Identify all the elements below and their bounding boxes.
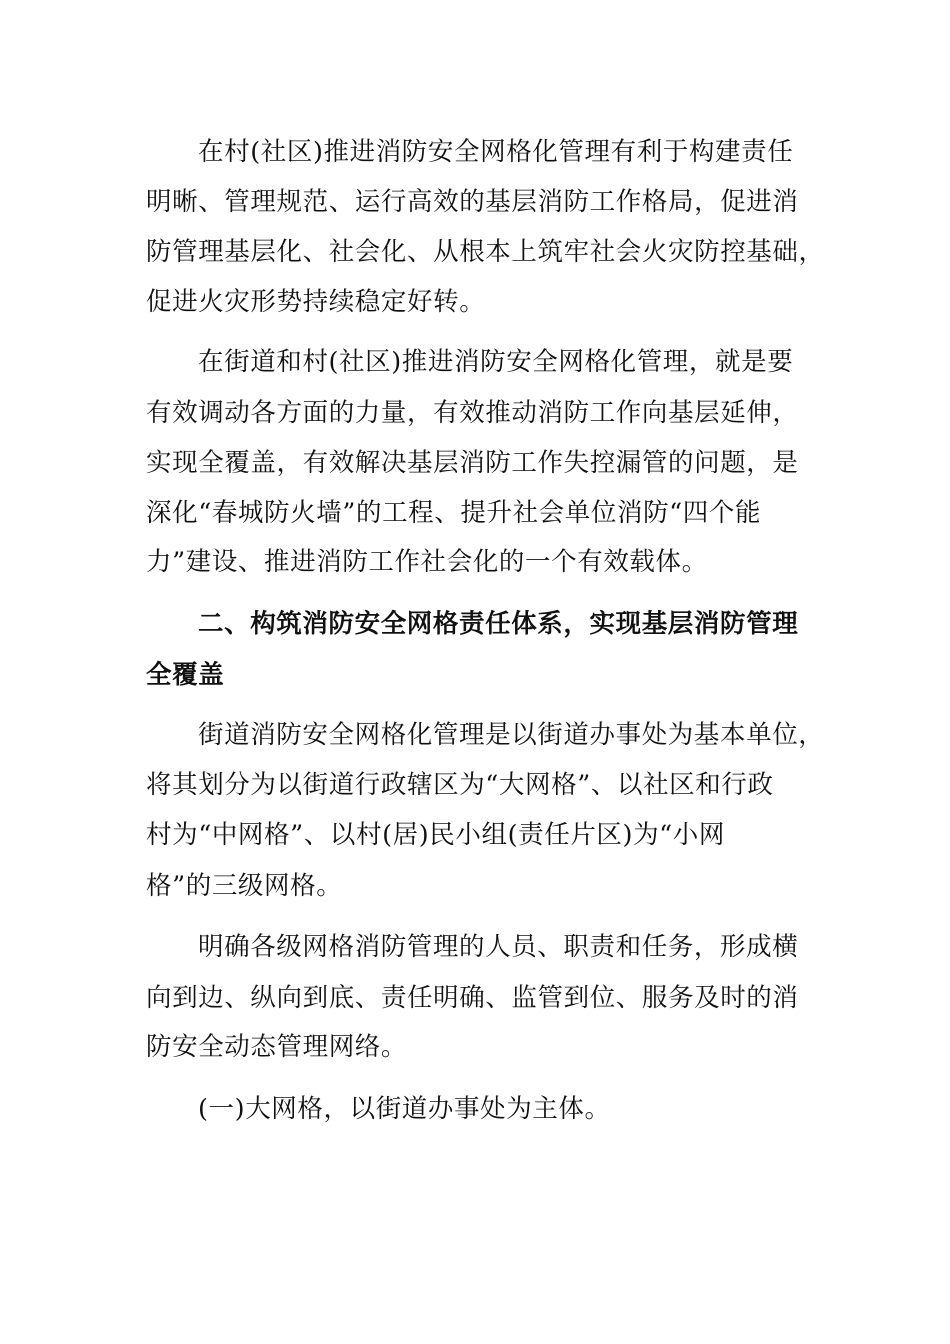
paragraph-5-line-1: (一)大网格，以街道办事处为主体。 [198, 1094, 611, 1124]
paragraph-4-line-3: 防安全动态管理网络。 [146, 1032, 408, 1062]
paragraph-2-line-5: 力”建设、推进消防工作社会化的一个有效载体。 [146, 547, 708, 577]
paragraph-1-line-1: 在村(社区)推进消防安全网格化管理有利于构建责任 [198, 137, 794, 167]
paragraph-4-line-1: 明确各级网格消防管理的人员、职责和任务，形成横 [198, 932, 799, 962]
paragraph-3-line-4: 格”的三级网格。 [146, 871, 343, 901]
paragraph-4-line-2: 向到边、纵向到底、责任明确、监管到位、服务及时的消 [146, 983, 799, 1013]
paragraph-3-line-2: 将其划分为以街道行政辖区为“大网格”、以社区和行政 [146, 770, 774, 800]
section-heading-line-2: 全覆盖 [146, 660, 225, 690]
paragraph-1-line-2: 明晰、管理规范、运行高效的基层消防工作格局，促进消 [146, 187, 799, 217]
paragraph-2-line-3: 实现全覆盖，有效解决基层消防工作失控漏管的问题，是 [146, 448, 799, 478]
paragraph-2-line-2: 有效调动各方面的力量，有效推动消防工作向基层延伸， [146, 398, 799, 428]
paragraph-2-line-1: 在街道和村(社区)推进消防安全网格化管理，就是要 [198, 347, 794, 377]
paragraph-3-line-1: 街道消防安全网格化管理是以街道办事处为基本单位， [198, 720, 825, 750]
paragraph-1-line-3: 防管理基层化、社会化、从根本上筑牢社会火灾防控基础， [146, 237, 825, 267]
paragraph-1-line-4: 促进火灾形势持续稳定好转。 [146, 287, 486, 317]
section-heading-line-1: 二、构筑消防安全网格责任体系，实现基层消防管理 [198, 609, 799, 639]
paragraph-2-line-4: 深化“春城防火墙”的工程、提升社会单位消防“四个能 [146, 498, 762, 528]
paragraph-3-line-3: 村为“中网格”、以村(居)民小组(责任片区)为“小网 [146, 820, 726, 850]
